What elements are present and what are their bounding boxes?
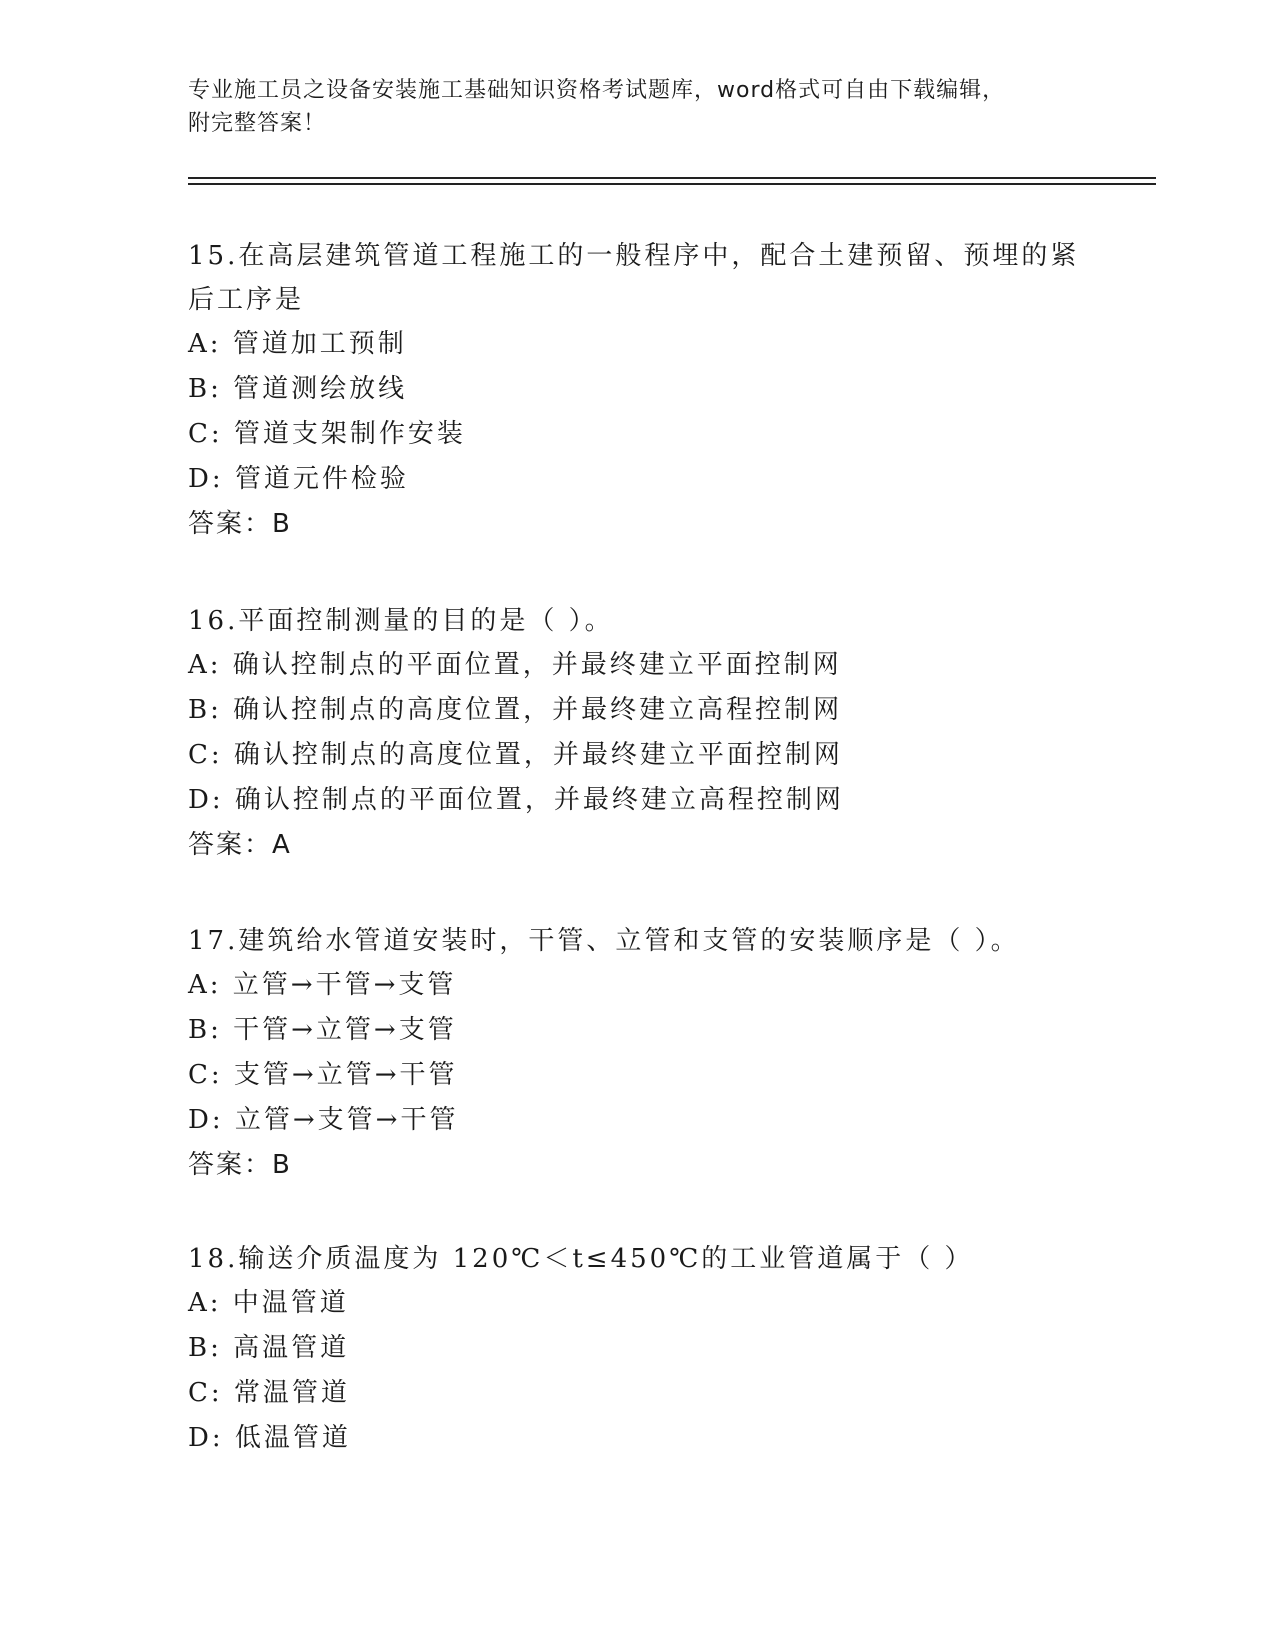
option-c: C: 管道支架制作安装 [188, 419, 466, 449]
answer-line [188, 1143, 1088, 1188]
question-stem [188, 599, 1088, 643]
answer-label: 答案： [188, 509, 273, 539]
option-c: C: 确认控制点的高度位置，并最终建立平面控制网 [188, 740, 843, 770]
question-number: 15. [188, 241, 239, 271]
answer-value: B [272, 1150, 292, 1180]
answer-line [188, 502, 1088, 547]
option-d: D: 管道元件检验 [188, 464, 409, 494]
document-header [188, 74, 1088, 140]
question-number: 16. [188, 606, 239, 636]
option-a: A: 管道加工预制 [188, 329, 407, 359]
question-stem-line-1: 在高层建筑管道工程施工的一般程序中，配合土建预留、预埋的紧 [238, 241, 1080, 271]
question-stem-line-2: 后工序是 [188, 285, 305, 315]
question-stem-line-1: 建筑给水管道安装时，干管、立管和支管的安装顺序是（ ）。 [238, 926, 1020, 956]
question-stem [188, 1237, 1088, 1281]
answer-line [188, 823, 1088, 868]
question-18 [188, 1237, 1088, 1461]
option-d: D: 立管→支管→干管 [188, 1105, 459, 1135]
option-a: A: 立管→干管→支管 [188, 970, 457, 1000]
answer-label: 答案： [188, 830, 273, 860]
option-c: C: 常温管道 [188, 1378, 350, 1408]
question-17 [188, 919, 1088, 1188]
question-15 [188, 234, 1088, 547]
question-stem-line-1: 输送介质温度为 120℃＜t≤450℃的工业管道属于（ ） [238, 1244, 974, 1274]
option-d: D: 低温管道 [188, 1423, 351, 1453]
header-rule-bottom [188, 183, 1156, 185]
header-line-1: 专业施工员之设备安装施工基础知识资格考试题库，word格式可自由下载编辑， [188, 78, 1006, 103]
option-b: B: 干管→立管→支管 [188, 1015, 457, 1045]
option-b: B: 管道测绘放线 [188, 374, 408, 404]
option-b: B: 高温管道 [188, 1333, 350, 1363]
option-d: D: 确认控制点的平面位置，并最终建立高程控制网 [188, 785, 844, 815]
question-16 [188, 599, 1088, 868]
option-a: A: 中温管道 [188, 1288, 349, 1318]
option-c: C: 支管→立管→干管 [188, 1060, 458, 1090]
answer-label: 答案： [188, 1150, 273, 1180]
question-stem-line-1: 平面控制测量的目的是（ ）。 [238, 606, 614, 636]
answer-value: B [272, 509, 292, 539]
option-a: A: 确认控制点的平面位置，并最终建立平面控制网 [188, 650, 842, 680]
question-number: 17. [188, 926, 239, 956]
header-line-2: 附完整答案！ [188, 111, 327, 136]
option-b: B: 确认控制点的高度位置，并最终建立高程控制网 [188, 695, 843, 725]
answer-value: A [272, 830, 292, 860]
question-stem [188, 919, 1088, 963]
question-number: 18. [188, 1244, 239, 1274]
header-rule-top [188, 177, 1156, 179]
question-stem [188, 234, 1088, 322]
